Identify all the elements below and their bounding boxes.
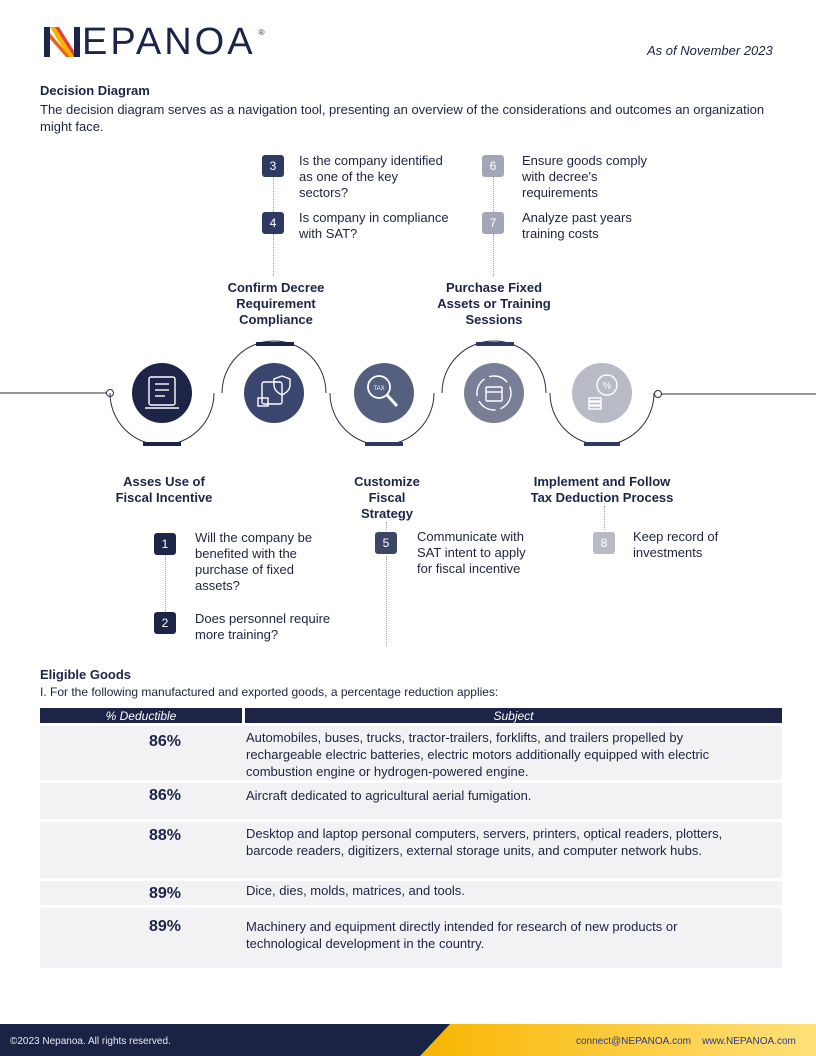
row-pct: 86%	[148, 733, 182, 750]
flow-node-right	[655, 391, 662, 398]
footer-contact	[576, 1036, 796, 1047]
connector-q4-stage2	[273, 234, 274, 276]
question-1-text: Will the company be benefited with the purchase of fixed assets?	[195, 530, 313, 593]
stage-3-circle	[354, 363, 414, 423]
row-pct: 86%	[148, 787, 182, 804]
question-3-badge: 3	[262, 155, 284, 177]
table-row	[40, 908, 782, 968]
logo-mark-icon	[44, 25, 80, 59]
eligible-goods-title: Eligible Goods	[40, 667, 132, 682]
decision-flow-diagram	[0, 330, 816, 460]
footer-copyright: ©2023 Nepanoa. All rights reserved.	[10, 1036, 171, 1047]
question-4-badge: 4	[262, 212, 284, 234]
row-subject: Aircraft dedicated to agricultural aerial fumigation.	[246, 788, 532, 803]
row-pct: 89%	[148, 918, 182, 935]
question-8-badge: 8	[593, 532, 615, 554]
logo-wordmark-rest: EPANOA	[82, 20, 256, 63]
stage-1-label: Asses Use of Fiscal Incentive	[115, 474, 213, 505]
stage-2-label: Confirm Decree Requirement Compliance	[227, 280, 325, 327]
table-row	[40, 822, 782, 878]
row-subject: Machinery and equipment directly intended for research of new products or technological development in the country.	[246, 919, 678, 951]
logo	[44, 22, 264, 62]
percent-label: %	[602, 381, 612, 392]
footer-website[interactable]: www.NEPANOA.com	[702, 1036, 796, 1047]
footer-email[interactable]: connect@NEPANOA.com	[576, 1036, 692, 1047]
decision-diagram-title: Decision Diagram	[40, 83, 150, 98]
question-6-text: Ensure goods comply with decree's requirements	[522, 153, 648, 200]
table-header-pct: % Deductible	[40, 708, 242, 723]
stage-1-circle	[132, 363, 192, 423]
question-5-badge: 5	[375, 532, 397, 554]
connector-stage5-q8	[604, 506, 605, 530]
decision-diagram-description: The decision diagram serves as a navigation tool, presenting an overview of the considerations and outcomes an organization might face.	[40, 102, 765, 134]
registered-mark: ®	[258, 27, 265, 37]
stage-4-circle	[464, 363, 524, 423]
question-2-badge: 2	[154, 612, 176, 634]
row-subject: Dice, dies, molds, matrices, and tools.	[246, 883, 465, 898]
question-7-text: Analyze past years training costs	[522, 210, 632, 241]
stage-3-label: Customize Fiscal Strategy	[354, 474, 420, 521]
row-subject: Automobiles, buses, trucks, tractor-trailers, forklifts, and trailers propelled by rechargeable electric batteries, electric motors additionally equipped with electric combustion engine or hydrogen-powered engine.	[246, 730, 710, 779]
question-3-text: Is the company identified as one of the key sectors?	[299, 153, 443, 200]
stage-5-label: Implement and Follow Tax Deduction Process	[530, 474, 674, 505]
row-pct: 88%	[148, 827, 182, 844]
connector-q1-q2	[165, 554, 166, 612]
table-row	[40, 726, 782, 780]
question-1-badge: 1	[154, 533, 176, 555]
connector-stage3-q5	[386, 522, 387, 530]
row-subject: Desktop and laptop personal computers, servers, printers, optical readers, plotters, barcode readers, digitizers, external storage units, and computer network hubs.	[246, 826, 723, 858]
row-pct: 89%	[148, 885, 182, 902]
eligible-goods-intro: I. For the following manufactured and exported goods, a percentage reduction applies:	[40, 685, 499, 699]
stage-2-circle	[244, 363, 304, 423]
question-4-text: Is company in compliance with SAT?	[299, 210, 449, 241]
question-2-text: Does personnel require more training?	[195, 611, 331, 642]
question-5-text: Communicate with SAT intent to apply for fiscal incentive	[417, 529, 526, 576]
stage-4-label: Purchase Fixed Assets or Training Sessions	[437, 280, 551, 327]
connector-q6-q7	[493, 176, 494, 212]
question-6-badge: 6	[482, 155, 504, 177]
tax-label: TAX	[373, 386, 385, 392]
connector-q7-stage4	[493, 234, 494, 276]
connector-q5-down	[386, 556, 387, 646]
table-row	[40, 881, 782, 905]
table-header-subject: Subject	[245, 708, 782, 723]
table-row	[40, 783, 782, 819]
question-7-badge: 7	[482, 212, 504, 234]
connector-q3-q4	[273, 176, 274, 212]
question-8-text: Keep record of investments	[633, 529, 719, 560]
as-of-date: As of November 2023	[647, 43, 773, 58]
